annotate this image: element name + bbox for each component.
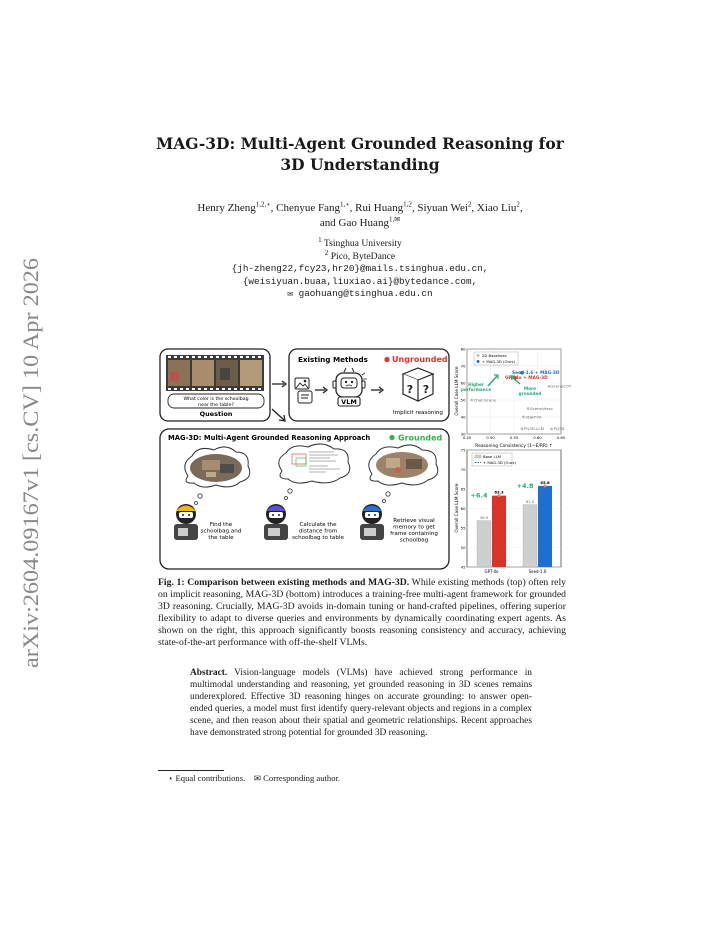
- footnote-corresponding: ✉ Corresponding author.: [253, 773, 341, 783]
- scatter-point-5: [522, 416, 525, 419]
- authors: [0, 201, 720, 231]
- bar-base-0: [477, 521, 491, 567]
- author-1: Henry Zheng$^{1,2,⋆}$,: [197, 200, 277, 214]
- annotation-more-grounded: More grounded: [518, 386, 542, 396]
- affiliations: [0, 235, 720, 301]
- caption-text: While existing methods (top) often rely on implicit reasoning, MAG-3D (bottom) introduces a training-free multi-agent framework for grounded 3D reasoning. Crucially, MAG-3D avoids in-domain tuning or hand-crafted pipelines, offering superior flexibility to adapt to diverse queries and environments by dynamically coordinating expert agents. As shown on the right, this approach significantly boosts reasoning consistency and accuracy, achieving state-of-the-art performance with off-the-shelf VLMs.: [158, 577, 566, 649]
- step-2-line-1: Calculate the: [299, 522, 337, 528]
- step-1-line-1: Find the: [209, 522, 233, 528]
- figure-caption: [158, 577, 566, 650]
- bar-chart: [454, 447, 561, 574]
- title-line-2: 3D Understanding: [280, 155, 440, 174]
- bar-base-1: [523, 505, 537, 567]
- scatter-point-label-7: PQ3D: [553, 426, 565, 432]
- scatter-legend-baselines: 2D Baselines: [482, 353, 507, 358]
- bar-ours-1: [538, 486, 552, 567]
- email-3[interactable]: ✉ gaohuang@tsinghua.edu.cn: [287, 288, 433, 300]
- scatter-xlabel: Reasoning Consistency (1−E/RR) ↑: [475, 444, 553, 449]
- bar-ours-value-0: 63.3: [494, 489, 504, 495]
- vlm-label: VLM: [341, 398, 357, 406]
- scatter-ytick-5: 80: [460, 346, 466, 352]
- author-6: and Gao Huang$^{1,✉}$: [319, 215, 401, 229]
- bar-ylabel: Overall Case LLM Score: [454, 483, 459, 533]
- step-2-line-3: schoolbag to table: [292, 535, 344, 541]
- bar-ours-0: [492, 496, 506, 567]
- scatter-xtick-3: 0.60: [533, 435, 542, 440]
- svg-text:?: ?: [406, 383, 414, 396]
- arxiv-stamp: [14, 258, 44, 668]
- step-3-line-2: memory to get: [393, 524, 435, 531]
- bar-category-0: GPT-4o: [484, 569, 499, 574]
- bar-ours-marker-0: [498, 494, 501, 497]
- question-text-line-1: What color is the schoolbag: [183, 397, 249, 402]
- question-box-icon: [403, 368, 433, 401]
- bar-base-value-0: 56.9: [479, 516, 489, 521]
- annotation-higher-performance: Higher performance: [460, 382, 492, 392]
- scatter-ytick-0: 30: [460, 431, 466, 437]
- bar-base-value-1: 61.0: [525, 500, 535, 505]
- arrow-down-right-icon: [272, 409, 284, 420]
- step-1-line-3: the table: [208, 535, 234, 541]
- question-label: Question: [199, 410, 233, 418]
- grounded-dot: [389, 435, 394, 440]
- email-1[interactable]: {jh-zheng22,fcy23,hr20}@mails.tsinghua.edu.cn,: [231, 263, 489, 275]
- scene-cloud-3: [369, 445, 438, 485]
- scatter-ytick-1: 40: [460, 414, 466, 420]
- video-frame-2: [192, 360, 214, 386]
- scatter-point-6: [521, 428, 524, 431]
- bar-ytick-3: 60: [460, 505, 466, 511]
- author-3: Rui Huang$^{1,2}$,: [355, 200, 418, 214]
- question-text-line-2: near the table?: [198, 403, 234, 408]
- author-2: Chenyue Fang$^{1,⋆}$,: [276, 200, 356, 214]
- video-frame-4: [240, 360, 262, 386]
- author-4: Siyuan Wei$^2$,: [417, 200, 477, 214]
- step-3-line-4: schoolbag: [399, 537, 429, 544]
- scene-cloud-1: [185, 447, 250, 487]
- mag3d-title: MAG-3D: Multi-Agent Grounded Reasoning Approach: [168, 434, 371, 442]
- bar-ours-value-1: 65.8: [540, 479, 550, 485]
- bar-category-1: Seed-1.6: [528, 569, 547, 574]
- affiliation-2: $^2$ Pico, ByteDance: [324, 248, 396, 262]
- scatter-xtick-0: 0.45: [462, 435, 472, 440]
- paper-title: [0, 133, 720, 175]
- scatter-point-2: [548, 385, 551, 388]
- scatter-chart: [454, 346, 572, 449]
- footnote-rule: [158, 770, 224, 771]
- scatter-point-label-4: SceneVerse: [530, 405, 553, 411]
- scatter-point-label-0: Seed-1.6 + MAG-3D: [511, 371, 560, 377]
- implicit-reasoning-label: Implicit reasoning: [393, 410, 443, 416]
- bar-legend-ours: + MAG-3D (Ours): [483, 460, 516, 465]
- footnote-equal: ⋆ Equal contributions.: [168, 773, 246, 783]
- scatter-ylabel: Overall Case LLM Score: [454, 366, 459, 416]
- scatter-xtick-1: 0.50: [486, 435, 495, 440]
- scatter-ytick-2: 50: [460, 397, 466, 403]
- bar-ytick-5: 70: [460, 466, 466, 472]
- scatter-point-label-3: Chat-Scene: [473, 397, 497, 403]
- abstract-label: Abstract.: [190, 668, 228, 678]
- bar-ytick-0: 45: [460, 564, 466, 570]
- title-line-1: MAG-3D: Multi-Agent Grounded Reasoning for: [156, 134, 564, 153]
- ungrounded-dot: [384, 357, 389, 362]
- ungrounded-label: Ungrounded: [392, 355, 448, 364]
- step-2-line-2: distance from: [298, 528, 338, 535]
- abstract-text: Vision-language models (VLMs) have achieved strong performance in multimodal understanding and reasoning, yet grounded reasoning in 3D scenes remains underexplored. Effective 3D reasoning hinges on accurate grounding: to answer open-ended queries, a model must first identify query-relevant objects and regions in a complex scene, and then reason about their spatial and geometric relationships. Recent approaches have demonstrated strong potential for grounded 3D reasoning.: [190, 668, 532, 739]
- bar-ytick-6: 75: [460, 447, 466, 453]
- scatter-ytick-3: 60: [460, 380, 466, 386]
- scatter-point-4: [527, 407, 530, 410]
- email-2[interactable]: {weisiyuan.buaa,liuxiao.ai}@bytedance.com,: [242, 275, 478, 287]
- scatter-xtick-2: 0.55: [509, 435, 519, 440]
- existing-methods-title: Existing Methods: [298, 355, 368, 364]
- scatter-ytick-4: 70: [460, 363, 466, 369]
- existing-methods-panel: [289, 349, 449, 421]
- step-1-line-2: schoolbag and: [200, 528, 242, 535]
- footnote: [168, 773, 340, 784]
- figure-1: [158, 346, 572, 574]
- bar-legend-base: Base LLM: [483, 454, 501, 459]
- grounded-label: Grounded: [398, 433, 443, 443]
- bar-ytick-1: 50: [460, 544, 466, 550]
- scatter-point-label-2: SceneCOT: [551, 383, 572, 389]
- scatter-point-label-6: PQ3D-LLM: [523, 426, 544, 432]
- scatter-point-7: [550, 428, 553, 431]
- arxiv-id: arXiv:2604.09167v1 [cs.CV] 10 Apr 2026: [18, 295, 43, 668]
- code-cloud-2: [279, 444, 350, 483]
- bar-ours-marker-1: [544, 484, 547, 487]
- step-3-line-3: frame containing: [390, 531, 438, 537]
- scatter-xtick-4: 0.65: [556, 435, 566, 440]
- scatter-point-label-5: 3DAP-TA: [525, 414, 542, 420]
- bar-delta-1: +4.8: [516, 481, 534, 490]
- abstract: [190, 667, 532, 740]
- bar-ytick-4: 65: [460, 486, 466, 492]
- affiliation-1: $^1$ Tsinghua University: [318, 235, 402, 249]
- bar-ytick-2: 55: [460, 525, 466, 531]
- svg-text:?: ?: [422, 383, 430, 396]
- scatter-point-3: [470, 399, 473, 402]
- caption-label: Fig. 1: Comparison between existing methods and MAG-3D.: [158, 577, 410, 588]
- question-panel: [160, 349, 270, 421]
- scatter-legend-ours: + MAG-3D (Ours): [482, 359, 515, 364]
- scatter-point-label-1: GPT-4o + MAG-3D: [504, 376, 548, 382]
- mag3d-panel: [160, 429, 449, 569]
- step-3-line-1: Retrieve visual: [393, 518, 435, 524]
- author-5: Xiao Liu$^2$,: [476, 200, 523, 214]
- bar-delta-0: +6.4: [470, 491, 488, 500]
